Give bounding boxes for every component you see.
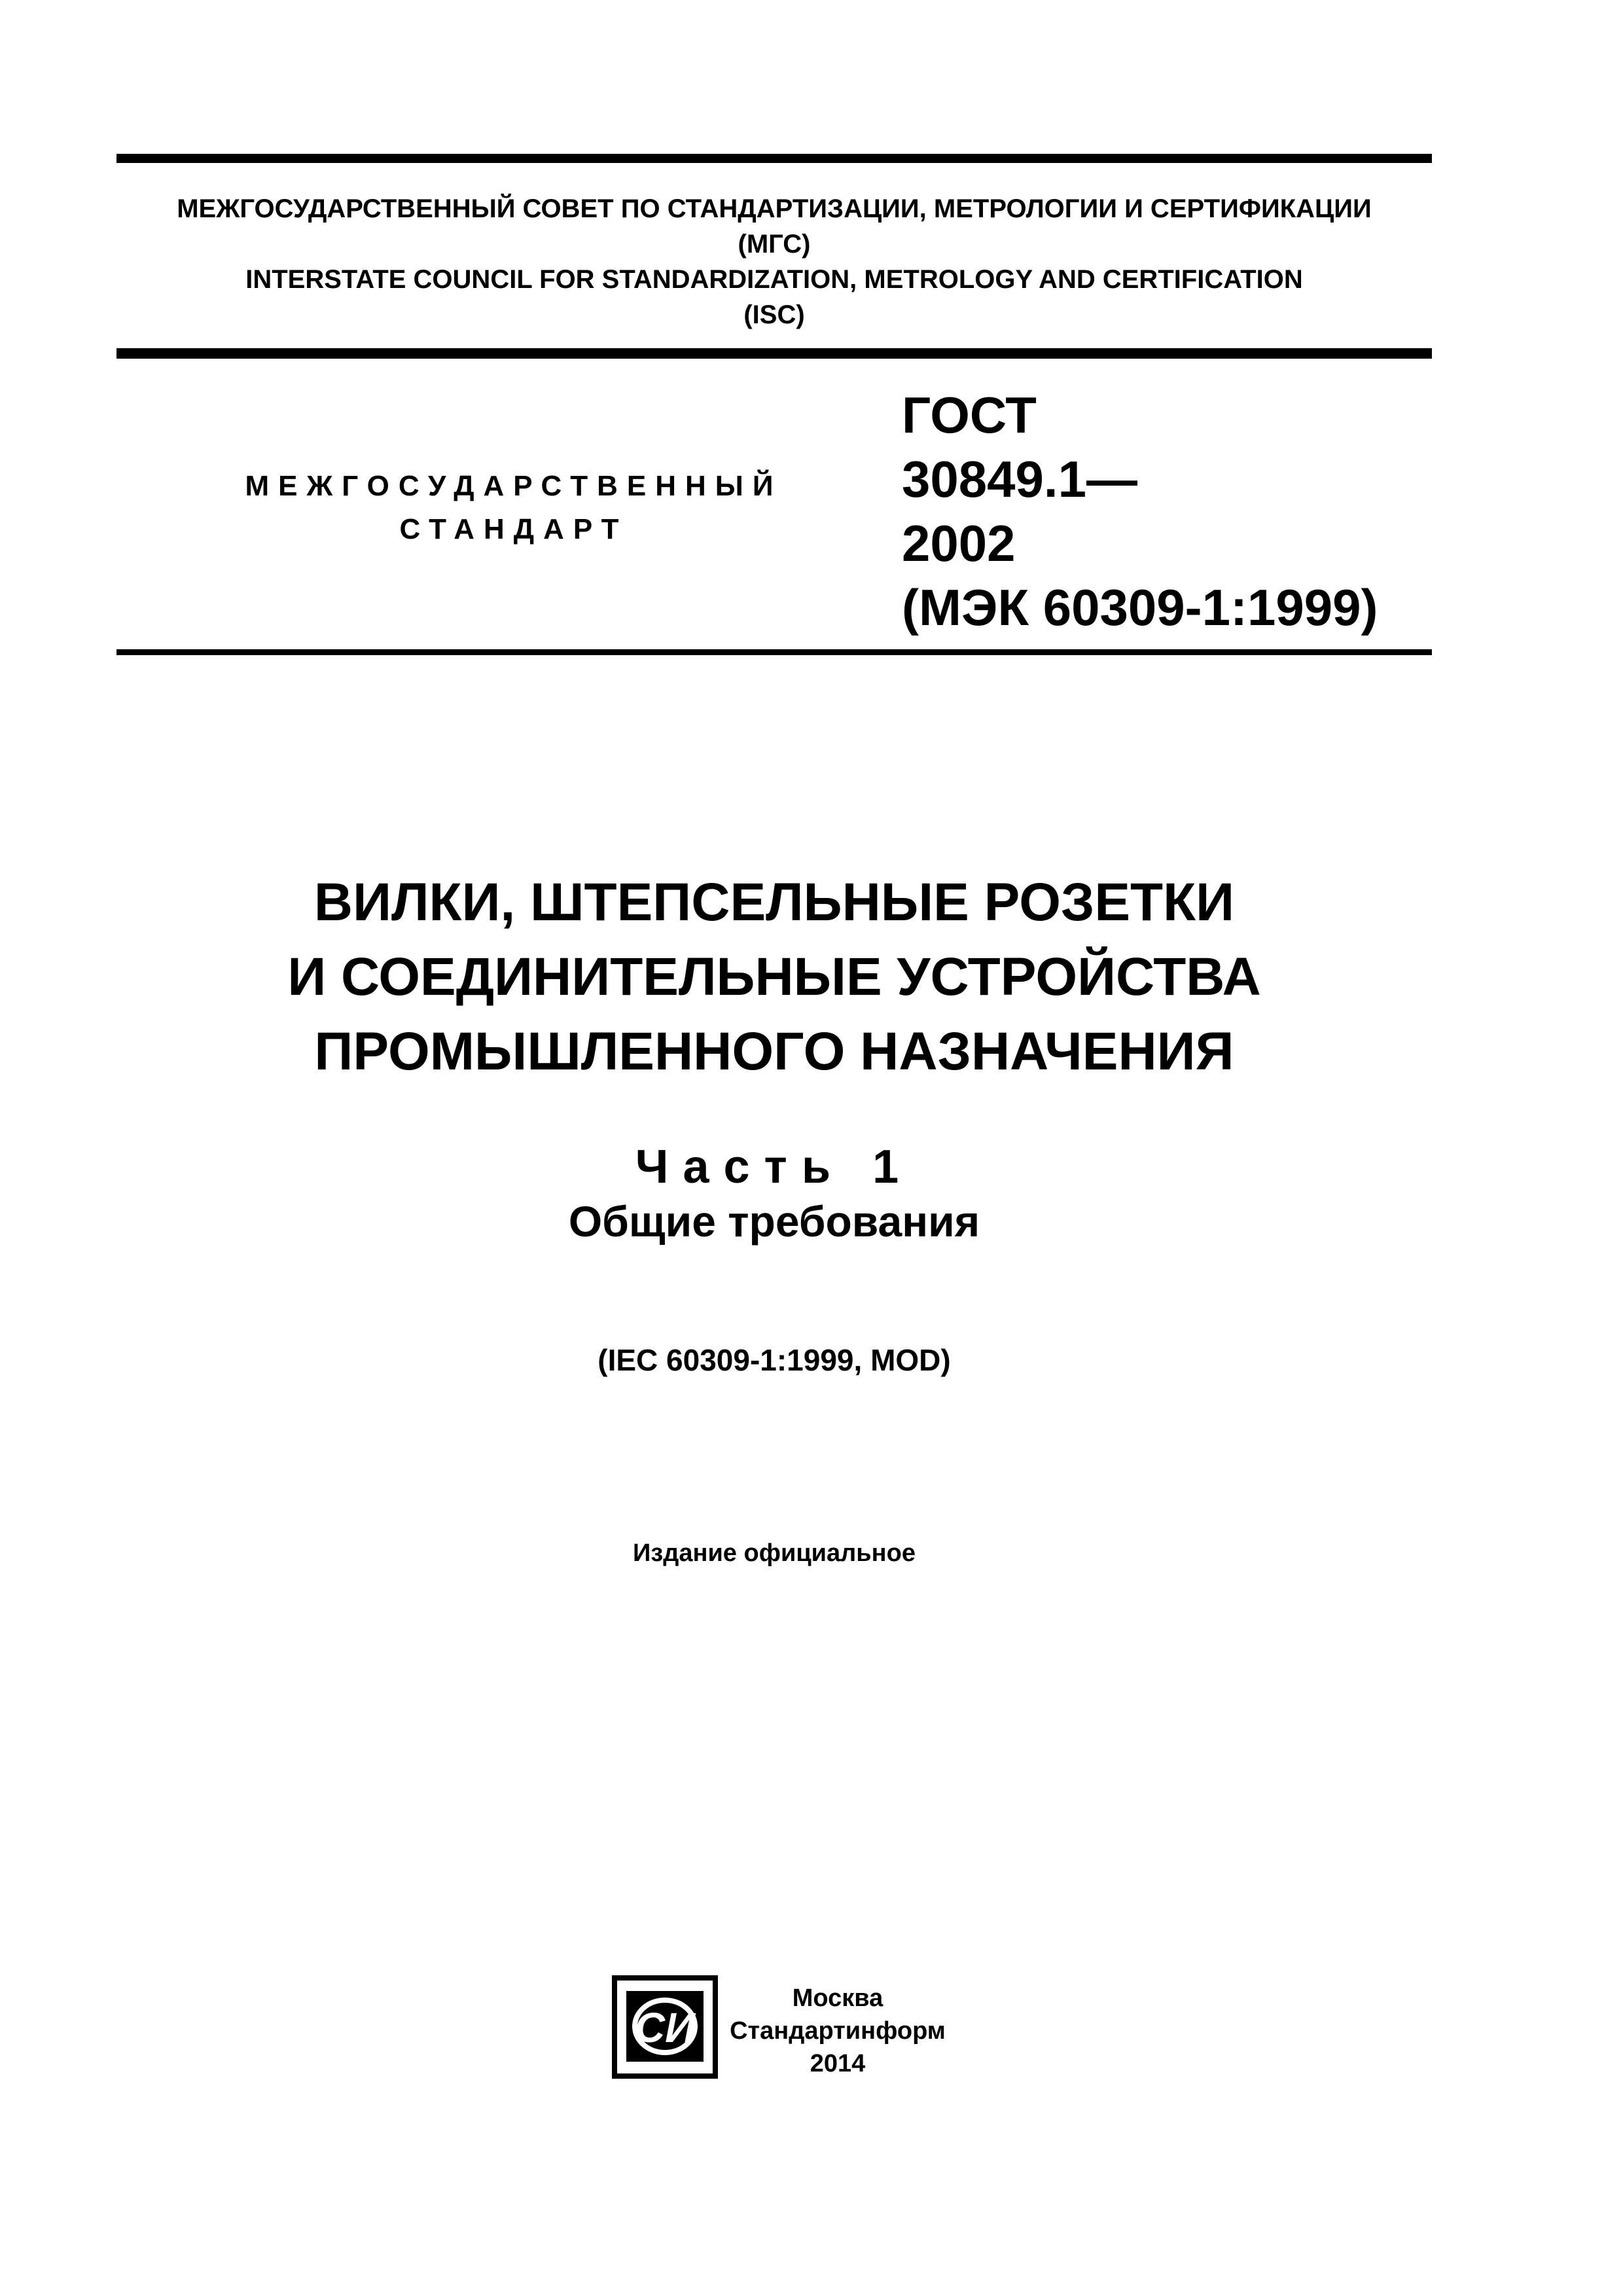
publisher-year: 2014: [810, 2050, 866, 2077]
document-title: [116, 865, 1432, 1089]
council-name-ru: МЕЖГОСУДАРСТВЕННЫЙ СОВЕТ ПО СТАНДАРТИЗАЦИИ, МЕТРОЛОГИИ И СЕРТИФИКАЦИИ: [177, 194, 1372, 223]
title-line3: ПРОМЫШЛЕННОГО НАЗНАЧЕНИЯ: [314, 1022, 1234, 1081]
council-abbr-ru: (МГС): [738, 230, 811, 259]
title-line2: И СОЕДИНИТЕЛЬНЫЕ УСТРОЙСТВА: [287, 947, 1261, 1007]
header-divider-rule: [116, 348, 1432, 359]
standard-kind-line1: МЕЖГОСУДАРСТВЕННЫЙ: [245, 470, 783, 502]
gost-designation: [902, 383, 1378, 639]
council-abbr-en: (ISC): [743, 300, 805, 329]
standard-kind-line2: СТАНДАРТ: [399, 513, 628, 545]
gost-line4: (МЭК 60309-1:1999): [902, 579, 1378, 636]
publisher-block: [713, 1982, 962, 2080]
publisher-city: Москва: [792, 1984, 883, 2012]
iec-reference: (IEC 60309-1:1999, MOD): [597, 1343, 951, 1377]
standard-kind: [203, 465, 825, 551]
council-header: [116, 191, 1432, 332]
publisher-name: Стандартинформ: [730, 2017, 946, 2045]
edition-note: Издание официальное: [633, 1539, 916, 1567]
gost-line1: ГОСТ: [902, 386, 1037, 444]
council-name-en: INTERSTATE COUNCIL FOR STANDARDIZATION, METROLOGY AND CERTIFICATION: [245, 265, 1303, 294]
part-subtitle: Общие требования: [568, 1197, 980, 1246]
svg-text:СИ: СИ: [634, 2004, 696, 2051]
designation-divider-rule: [116, 649, 1432, 655]
part-label: Часть 1: [635, 1141, 914, 1193]
standartinform-logo-icon: [612, 1975, 718, 2079]
gost-line2: 30849.1—: [902, 450, 1137, 508]
top-divider-rule: [116, 154, 1432, 163]
title-line1: ВИЛКИ, ШТЕПСЕЛЬНЫЕ РОЗЕТКИ: [313, 872, 1235, 932]
gost-line3: 2002: [902, 514, 1016, 572]
